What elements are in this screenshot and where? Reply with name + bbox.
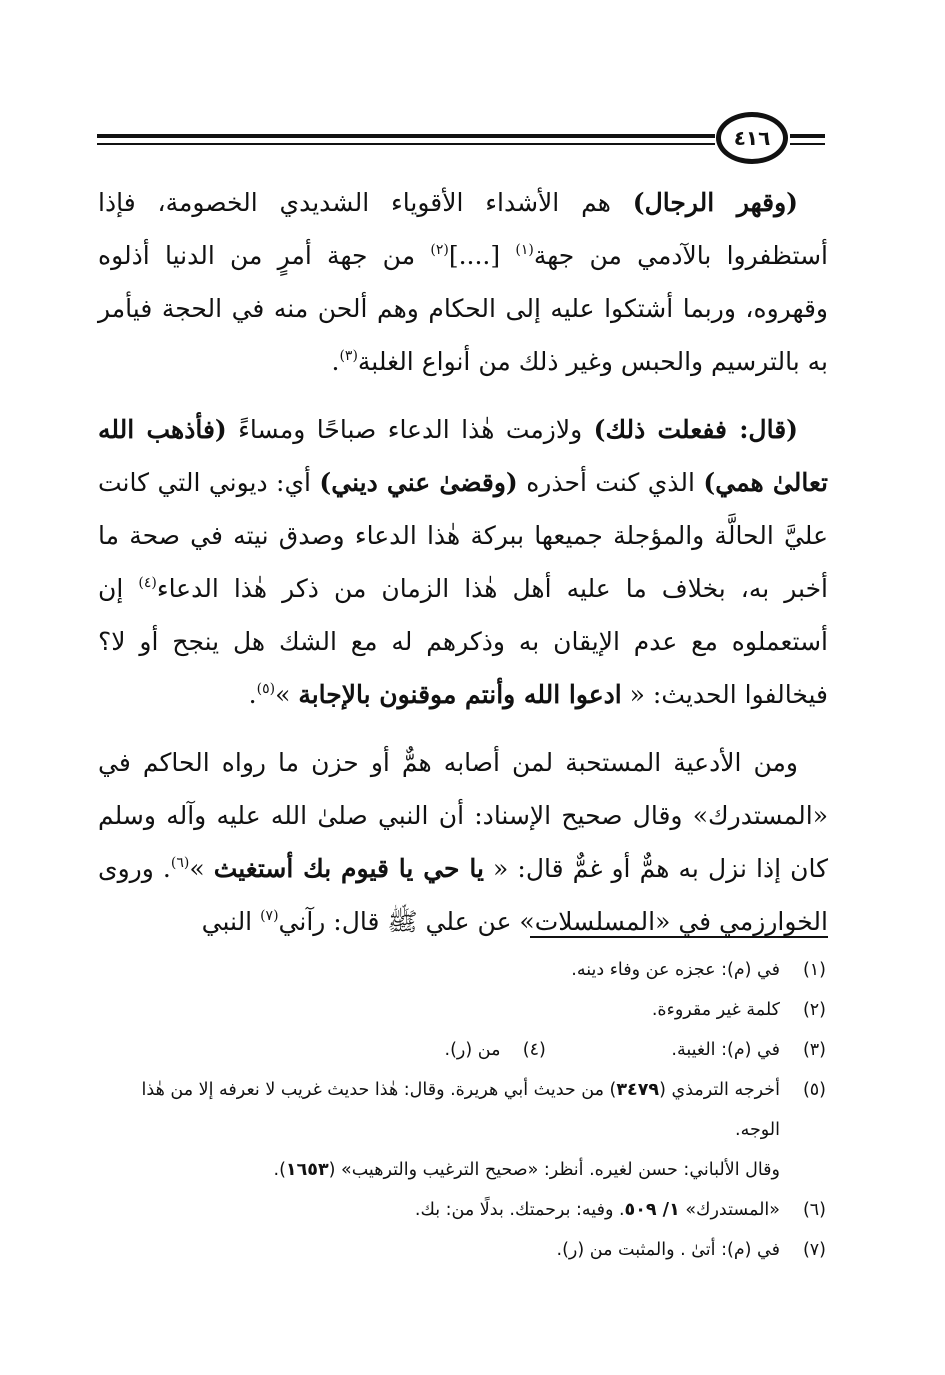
text-run: . xyxy=(331,347,340,376)
header-rule xyxy=(790,134,825,138)
text-run: أخرجه الترمذي ( xyxy=(659,1080,780,1100)
text-run: أي: ديوني التي كانت عليَّ الحالَّة والمؤجلة جميعها ببركة هٰذا الدعاء وصدق نيته في صحة ما أخبر به، بخلاف ما عليه أهل هٰذا الزمان من ذكر هٰذا الدعاء xyxy=(98,468,828,603)
footnote-ref: (٧) xyxy=(260,908,279,924)
text-run: ). xyxy=(273,1160,286,1180)
text-run: النبي xyxy=(201,907,261,936)
footnote-ref: (٤) xyxy=(138,575,157,591)
paragraph xyxy=(98,403,828,721)
footnote-number: (٢) xyxy=(802,1000,826,1020)
footnote-item xyxy=(98,950,826,990)
footnote-text: في (م): أتىٰ . والمثبت من (ر). xyxy=(556,1240,780,1260)
footnote-item xyxy=(98,1030,826,1070)
bold-text: ١٦٥٣ xyxy=(285,1160,329,1180)
text-run: إن أستعملوه مع عدم الإيقان به وذكرهم له مع الشك هل ينجح أو لا؟ فيخالفوا الحديث: « xyxy=(98,574,828,709)
paragraph xyxy=(98,736,828,948)
footnote-text: في (م): الغيبة. xyxy=(671,1040,780,1060)
text-run: . وفيه: برحمتك. بدلًا من: بك. xyxy=(414,1200,625,1220)
main-text xyxy=(98,176,828,948)
text-run: ومن الأدعية المستحبة لمن أصابه همٌّ أو حزن ما رواه الحاكم في «المستدرك» وقال صحيح الإسناد: أن النبي صلىٰ الله عليه وآله وسلم كان إذا نزل به همٌّ أو غمٌّ قال: « xyxy=(98,748,828,883)
bold-text: (وقضىٰ عني ديني) xyxy=(319,468,518,497)
footnote-text: كلمة غير مقروءة. xyxy=(651,1000,780,1020)
header-rule xyxy=(790,143,825,145)
footnote-text xyxy=(98,1070,780,1150)
text-run: [....] xyxy=(448,241,516,270)
footnote-item xyxy=(98,1190,826,1230)
text-run: الذي كنت أحذره xyxy=(517,468,704,497)
footnote-ref: (٦) xyxy=(170,855,190,871)
footnote-item xyxy=(98,1070,826,1150)
footnote-item xyxy=(98,990,826,1030)
text-run: ) من حديث أبي هريرة. وقال: هٰذا حديث غريب لا نعرفه إلا من هٰذا الوجه. xyxy=(141,1080,780,1140)
text-run: » xyxy=(189,854,214,883)
footnote-ref: (١) xyxy=(515,242,534,258)
footnote-number: (١) xyxy=(802,960,826,980)
text-run: . xyxy=(248,680,257,709)
footnotes xyxy=(98,950,826,1270)
footnote-text: في (م): عجزه عن وفاء دينه. xyxy=(571,960,780,980)
text-run: ولازمت هٰذا الدعاء صباحًا ومساءً xyxy=(226,415,594,444)
bold-text: (وقهر الرجال) xyxy=(632,188,799,217)
bold-text: ٣٤٧٩ xyxy=(616,1080,660,1100)
text-run: » xyxy=(275,680,299,709)
text-run: هم الأشداء الأقوياء الشديدي الخصومة، فإذا أستظفروا بالآدمي من جهة xyxy=(98,188,828,270)
text-run: من جهة أمرٍ من الدنيا أذلوه وقهروه، وربما أشتكوا عليه إلى الحكام وهم ألحن منه في الحجة فيأمر به بالترسيم والحبس وغير ذلك من أنواع الغلبة xyxy=(98,241,828,376)
footnote-text xyxy=(98,1150,780,1190)
text-run: وقال الألباني: حسن لغيره. أنظر: «صحيح الترغيب والترهيب» ( xyxy=(328,1160,780,1180)
bold-text: ١/ ٥٠٩ xyxy=(624,1200,680,1220)
header-rule xyxy=(97,134,715,138)
text-run: «المستدرك» xyxy=(679,1200,780,1220)
page-number: ٤١٦ xyxy=(716,112,788,164)
footnote-number: (٤) xyxy=(522,1040,546,1060)
footnote-number: (٧) xyxy=(802,1240,826,1260)
bold-text: ادعوا الله وأنتم موقنون بالإجابة xyxy=(298,680,622,709)
bold-text: يا حي يا قيوم بك أستغيث xyxy=(213,854,484,883)
bold-text: (قال: ففعلت ذلك) xyxy=(593,415,798,444)
footnote-ref: (٥) xyxy=(256,681,276,697)
footnote-item xyxy=(98,1150,826,1190)
footnote-number: (٦) xyxy=(802,1200,826,1220)
footnote-item xyxy=(98,1230,826,1270)
footnote-number: (٥) xyxy=(802,1080,826,1100)
footnote-text: من (ر). xyxy=(444,1040,501,1060)
footnote-ref: (٢) xyxy=(430,242,449,258)
header-rule xyxy=(97,143,715,145)
footnote-ref: (٣) xyxy=(339,348,358,364)
footnote-separator xyxy=(530,936,828,938)
bold-text: (فأذهب الله تعالىٰ همي) xyxy=(98,415,828,497)
footnote-number: (٣) xyxy=(802,1040,826,1060)
footnote-text xyxy=(98,1190,780,1230)
text-run: . وروى الخوارزمي في «المسلسلات» عن علي ﷺ قال: رآني xyxy=(98,854,828,936)
paragraph xyxy=(98,176,828,388)
